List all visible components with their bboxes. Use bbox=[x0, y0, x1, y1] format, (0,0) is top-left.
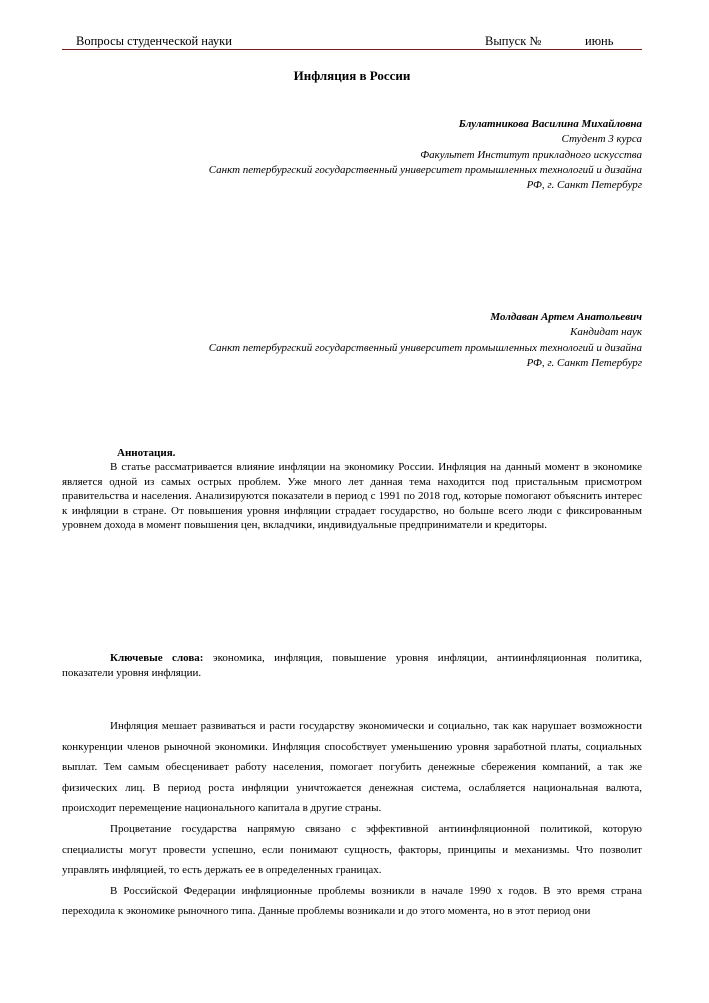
issue-number: Выпуск № bbox=[485, 34, 542, 48]
keywords-label: Ключевые слова: bbox=[110, 652, 204, 664]
author-1-name: Блулатникова Василина Михайловна bbox=[458, 118, 642, 130]
author-block-1 bbox=[62, 117, 642, 193]
author-block-2 bbox=[62, 310, 642, 371]
body-paragraph: В Российской Федерации инфляционные проблемы возникли в начале 1990 х годов. В это время страна переходила к экономике рыночного типа. Данные проблемы возникали и до этого момента, но в этот период они bbox=[62, 884, 642, 918]
author-2-location: РФ, г. Санкт Петербург bbox=[526, 356, 642, 369]
author-2-position: Кандидат наук bbox=[570, 326, 642, 339]
header-divider bbox=[62, 49, 642, 50]
abstract-text: В статье рассматривается влияние инфляции на экономику России. Инфляция на данный момент в экономике является одной из самых острых проблем. Уже много лет данная тема находится под пристальным присмотром правительства и населения. Анализируются показатели в период с 1991 по 2018 год, которые помогают объяснить интерес к инфляции в стране. От повышения уровня инфляции страдает государство, но больше всего люди с фиксированным уровнем дохода в момент повышения цен, вкладчики, индивидуальные предприниматели и кредиторы. bbox=[62, 461, 642, 531]
body-paragraph: Процветание государства напрямую связано с эффективной антиинфляционной политикой, которую специалисты могут провести успешно, если понимают сущность, факторы, принципы и механизмы. Что позволит управлять инфляцией, то есть держать ее в определенных границах. bbox=[62, 822, 642, 877]
author-2-university: Санкт петербургский государственный университет промышленных технологий и дизайна bbox=[208, 341, 642, 354]
keywords-list: экономика, инфляция, повышение уровня инфляции, антиинфляционная политика, показатели уровня инфляции. bbox=[62, 652, 643, 679]
author-1-position: Студент 3 курса bbox=[561, 133, 642, 146]
author-2-name: Молдаван Артем Анатольевич bbox=[490, 311, 642, 323]
running-header bbox=[62, 34, 642, 48]
keywords-paragraph bbox=[62, 651, 642, 680]
article-body bbox=[62, 716, 642, 922]
journal-name: Вопросы студенческой науки bbox=[76, 34, 232, 48]
article-title: Инфляция в России bbox=[293, 68, 411, 83]
author-1-faculty: Факультет Институт прикладного искусства bbox=[420, 148, 642, 161]
body-paragraph: Инфляция мешает развиваться и расти государству экономически и социально, так как нарушает возможности конкуренции членов рыночной экономики. Инфляция способствует уменьшению уровня заработной платы, социальных выплат. Тем самым обесценивает работу населения, помогает погубить денежные сбережения компаний, а так же физических лиц. В период роста инфляции уничтожается денежная система, ослабляется национальная валюта, происходит перемещение национального капитала в другие страны. bbox=[62, 720, 642, 815]
issue-month: июнь bbox=[585, 34, 614, 48]
author-1-location: РФ, г. Санкт Петербург bbox=[526, 179, 642, 192]
author-1-university: Санкт петербургский государственный университет промышленных технологий и дизайна bbox=[208, 163, 642, 176]
abstract-heading: Аннотация. bbox=[117, 447, 176, 459]
